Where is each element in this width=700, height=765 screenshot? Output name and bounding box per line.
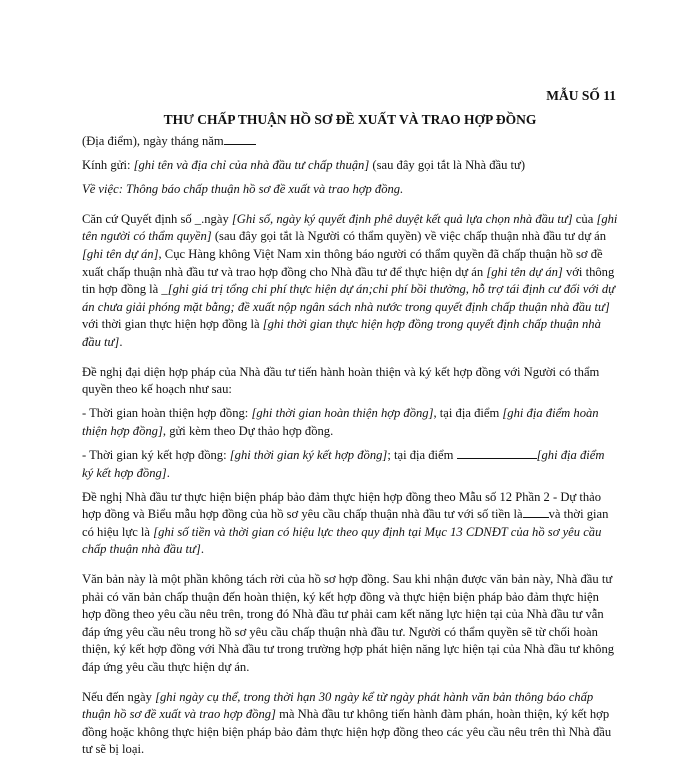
form-number: MẪU SỐ 11: [546, 88, 616, 103]
paragraph-deadline: Nếu đến ngày [ghi ngày cụ thể, trong thời hạn 30 ngày kể từ ngày phát hành văn bản thông báo chấp thuận hồ sơ đề xuất và trao hợp đồng] mà Nhà đầu tư không tiến hành đàm phán, hoàn thiện, ký kết hợp đồng hoặc không thực hiện biện pháp bảo đảm thực hiện hợp đồng theo các yêu cầu nêu trên thì Nhà đầu tư sẽ bị loại.: [82, 689, 612, 757]
paragraph-request: Đề nghị đại diện hợp pháp của Nhà đầu tư tiến hành hoàn thiện và ký kết hợp đồng với Người có thẩm quyền theo kế hoạch như sau:: [82, 364, 600, 397]
paragraph-contract-document: Văn bản này là một phần không tách rời của hồ sơ hợp đồng. Sau khi nhận được văn bản này, Nhà đầu tư phải có văn bản chấp thuận đến hoàn thiện, ký kết hợp đồng và thực hiện biện pháp bảo đảm thực hiện hợp đồng theo yêu cầu nêu trên, trong đó Nhà đầu tư phải cam kết năng lực hiện tại của Nhà đầu tư vẫn đáp ứng yêu cầu nêu trong hồ sơ yêu cầu chấp thuận nhà đầu tư. Người có thẩm quyền sẽ từ chối hoàn thiện, ký kết hợp đồng với Nhà đầu tư trong trường hợp phát hiện năng lực hiện tại của Nhà đầu tư không đáp ứng yêu cầu thực hiện dự án.: [82, 571, 615, 674]
paragraph-decision: Căn cứ Quyết định số _.ngày [Ghi số, ngày ký quyết định phê duyệt kết quả lựa chọn nhà đầu tư] của [ghi tên người có thẩm quyền] (sau đây gọi tắt là Người có thẩm quyền) về việc chấp thuận nhà đầu tư dự án [ghi tên dự án], Cục Hàng không Việt Nam xin thông báo người có thẩm quyền đã chấp thuận hồ sơ đề xuất chấp thuận nhà đầu tư và trao hợp đồng cho Nhà đầu tư để thực hiện dự án [ghi tên dự án] với thông tin hợp đồng là _[ghi giá trị tổng chi phí thực hiện dự án;chi phí bồi thường, hỗ trợ tái định cư đối với dự án chưa giải phóng mặt bằng; đề xuất nộp ngân sách nhà nước trong quyết định chấp thuận nhà đầu tư] với thời gian thực hiện hợp đồng là [ghi thời gian thực hiện hợp đồng trong quyết định chấp thuận nhà đầu tư].: [82, 211, 618, 349]
amount-blank: [523, 506, 549, 518]
place-date: (Địa điểm), ngày tháng năm: [82, 133, 618, 151]
document-title: THƯ CHẤP THUẬN HỒ SƠ ĐỀ XUẤT VÀ TRAO HỢP ĐỒNG: [163, 112, 537, 127]
date-blank: [224, 133, 256, 145]
paragraph-guarantee: Đề nghị Nhà đầu tư thực hiện biện pháp bảo đảm thực hiện hợp đồng theo Mẫu số 12 Phần 2 - Dự thảo hợp đồng và Biểu mẫu hợp đồng của hồ sơ yêu cầu chấp thuận nhà đầu tư với số tiền là và thời gian có hiệu lực là [ghi số tiền và thời gian có hiệu lực theo quy định tại Mục 13 CDNĐT của hồ sơ yêu cầu chấp thuận nhà đầu tư].: [82, 489, 609, 557]
location-blank: [457, 447, 537, 459]
letter-body: [82, 133, 618, 765]
subject-line: Về việc: Thông báo chấp thuận hồ sơ đề xuất và trao hợp đồng.: [82, 182, 404, 197]
bullet-signing-time: - Thời gian ký kết hợp đồng: [ghi thời gian ký kết hợp đồng]; tại địa điểm [ghi địa điểm ký kết hợp đồng].: [82, 447, 605, 480]
addressee-line: Kính gửi: [ghi tên và địa chỉ của nhà đầu tư chấp thuận] (sau đây gọi tắt là Nhà đầu tư): [82, 158, 526, 173]
bullet-completion-time: - Thời gian hoàn thiện hợp đồng: [ghi thời gian hoàn thiện hợp đồng], tại địa điểm [ghi địa điểm hoàn thiện hợp đồng], gửi kèm theo Dự thảo hợp đồng.: [82, 406, 599, 438]
